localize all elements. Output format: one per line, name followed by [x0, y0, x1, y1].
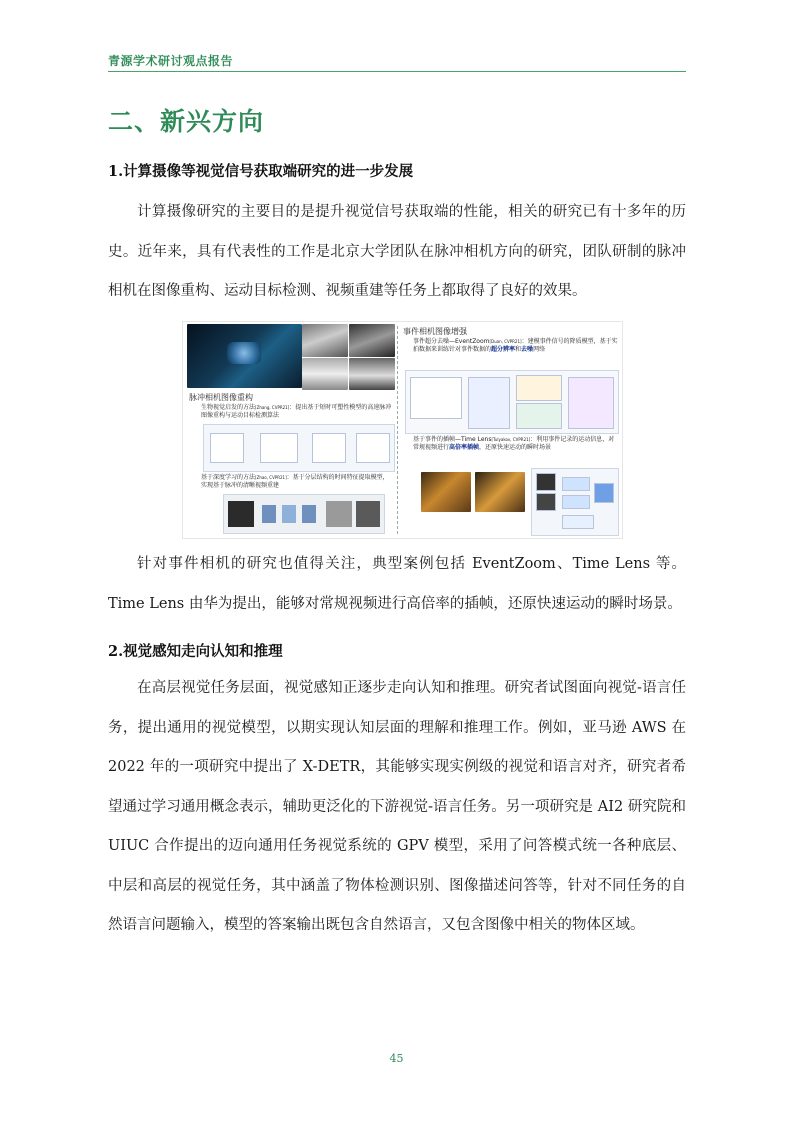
figure-left-item-2: 基于深度学习的方法[Zhao, CVPR21]：基于分层结构的时间特征提取模型，实现基于脉冲的清晰视频重建: [201, 474, 389, 489]
figure-divider: [397, 326, 398, 534]
paragraph-vision-reasoning: 在高层视觉任务层面，视觉感知正逐步走向认知和推理。研究者试图面向视觉-语言任务，提出通用的视觉模型，以期实现认知层面的理解和推理工作。例如，亚马逊 AWS 在 2022 年的一项研究中提出了 X-DETR，其能够实现实例级的视觉和语言对齐，研究者希望通过学习通用概念表示，辅助更泛化的下游视觉-语言任务。另一项研究是 AI2 研究院和 UIUC 合作提出的迈向通用任务视觉系统的 GPV 模型，采用了问答模式统一各种底层、中层和高层的视觉任务，其中涵盖了物体检测识别、图像描述问答等，针对不同任务的自然语言问题输入，模型的答案输出既包含自然语言，又包含图像中相关的物体区域。: [108, 680, 686, 933]
figure-right-item-1: 事件超分去噪—EventZoom[Duan, CVPR21]：建模事件信号的降质模型，基于实拍数据来训练针对事件数据的超分辨率和去噪网络: [413, 338, 618, 353]
eventzoom-network-diagram: [405, 370, 619, 434]
camera-research-figure: [182, 321, 623, 539]
car-frame-photo-1: [302, 324, 348, 357]
figure-left-item-1: 生物视觉启发的方法[Zhang, CVPR21]：提出基于短时可塑性模型的高速脉冲图像重构与运动目标检测算法: [201, 404, 392, 419]
timelens-network-diagram: [531, 468, 619, 536]
subsection-1-heading: 1.计算摄像等视觉信号获取端研究的进一步发展: [108, 163, 414, 180]
figure-left-title: 脉冲相机图像重构: [189, 393, 253, 402]
header-divider: [108, 71, 686, 72]
section-title: 二、新兴方向: [108, 107, 265, 136]
timelens-frame-photo-1: [421, 472, 471, 512]
spike-camera-photo: [187, 324, 302, 388]
bio-inspired-model-diagram: [203, 424, 395, 472]
subsection-2-heading: 2.视觉感知走向认知和推理: [108, 643, 283, 660]
deep-learning-model-diagram: [223, 494, 385, 534]
paragraph-event-camera: 针对事件相机的研究也值得关注，典型案例包括 EventZoom、Time Lens 等。Time Lens 由华为提出，能够对常规视频进行高倍率的插帧，还原快速运动的瞬时场景。: [108, 556, 686, 612]
figure-right-title: 事件相机图像增强: [403, 327, 467, 336]
car-frame-photo-4: [349, 358, 395, 390]
paragraph-computational-imaging: 计算摄像研究的主要目的是提升视觉信号获取端的性能，相关的研究已有十多年的历史。近年来，具有代表性的工作是北京大学团队在脉冲相机方向的研究，团队研制的脉冲相机在图像重构、运动目标检测、视频重建等任务上都取得了良好的效果。: [108, 204, 686, 299]
car-frame-photo-2: [349, 324, 395, 357]
car-frame-photo-3: [302, 358, 348, 390]
report-header-title: 青源学术研讨观点报告: [108, 54, 234, 68]
page-number: 45: [389, 1052, 404, 1065]
figure-right-item-2: 基于事件的插帧—Time Lens[Tulyakov, CVPR21]：利用事件记录的运动信息，对常规视频进行高倍率插帧，还原快速运动的瞬时场景: [413, 436, 615, 451]
timelens-frame-photo-2: [475, 472, 525, 512]
